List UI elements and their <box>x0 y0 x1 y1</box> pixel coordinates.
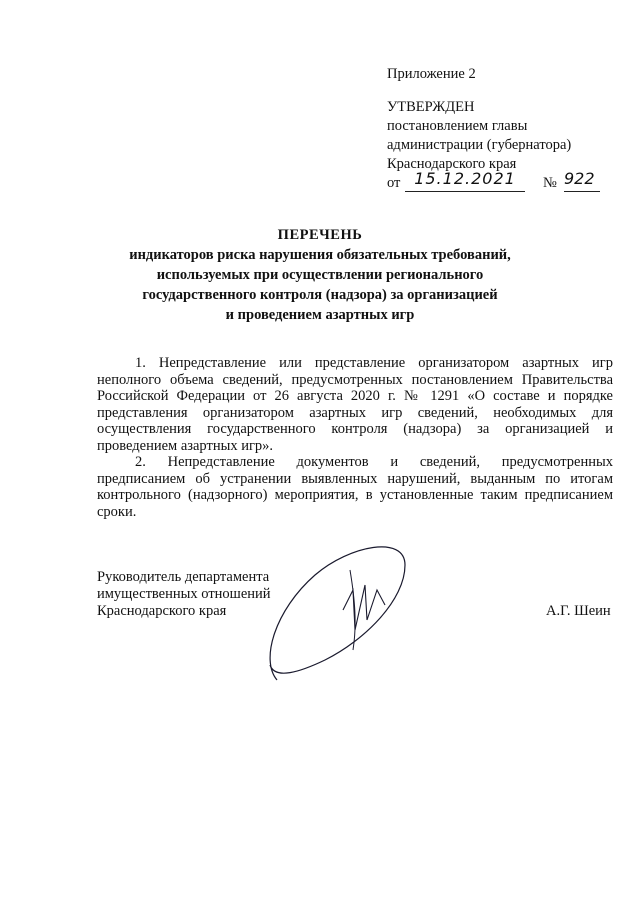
document-body <box>97 355 613 520</box>
date-line <box>387 169 627 193</box>
appendix-label: Приложение 2 <box>387 66 476 82</box>
approval-line: администрации (губернатора) <box>387 137 572 153</box>
position-line: Руководитель департамента <box>97 569 270 585</box>
handwritten-signature <box>255 530 425 690</box>
title-line: и проведением азартных игр <box>225 307 415 323</box>
approval-date: 15.12.2021 <box>405 169 525 192</box>
date-prefix: от <box>387 175 401 191</box>
signatory-name: А.Г. Шеин <box>546 603 611 619</box>
position-line: имущественных отношений <box>97 586 271 602</box>
approval-line: постановлением главы <box>387 118 528 134</box>
title-line: индикаторов риска нарушения обязательных требований, <box>129 247 511 263</box>
document-title <box>120 225 520 325</box>
approval-block <box>387 65 627 193</box>
title-line: государственного контроля (надзора) за организацией <box>142 287 498 303</box>
title-line: используемых при осуществлении регионального <box>156 267 484 283</box>
approval-number: 922 <box>564 169 600 192</box>
list-item: 1. Непредставление или представление организатором азартных игр неполного объема сведений, предусмотренных постановлением Правительства Российской Федерации от 26 августа 2020 г. № 1291 «О составе и порядке представления организатором азартных игр сведений, необходимых для осуществления государственного контроля (надзора) за организацией и проведением азартных игр». <box>97 355 613 454</box>
approved-label: УТВЕРЖДЕН <box>387 99 475 115</box>
position-line: Краснодарского края <box>97 603 227 619</box>
title-heading: ПЕРЕЧЕНЬ <box>277 227 363 243</box>
list-item: 2. Непредставление документов и сведений, предусмотренных предписанием об устранении выявленных нарушений, выданным по итогам контрольного (надзорного) мероприятия, в установленные таким предписанием сроки. <box>97 454 613 520</box>
approval-line: Краснодарского края <box>387 156 517 172</box>
number-sign: № <box>543 175 557 191</box>
